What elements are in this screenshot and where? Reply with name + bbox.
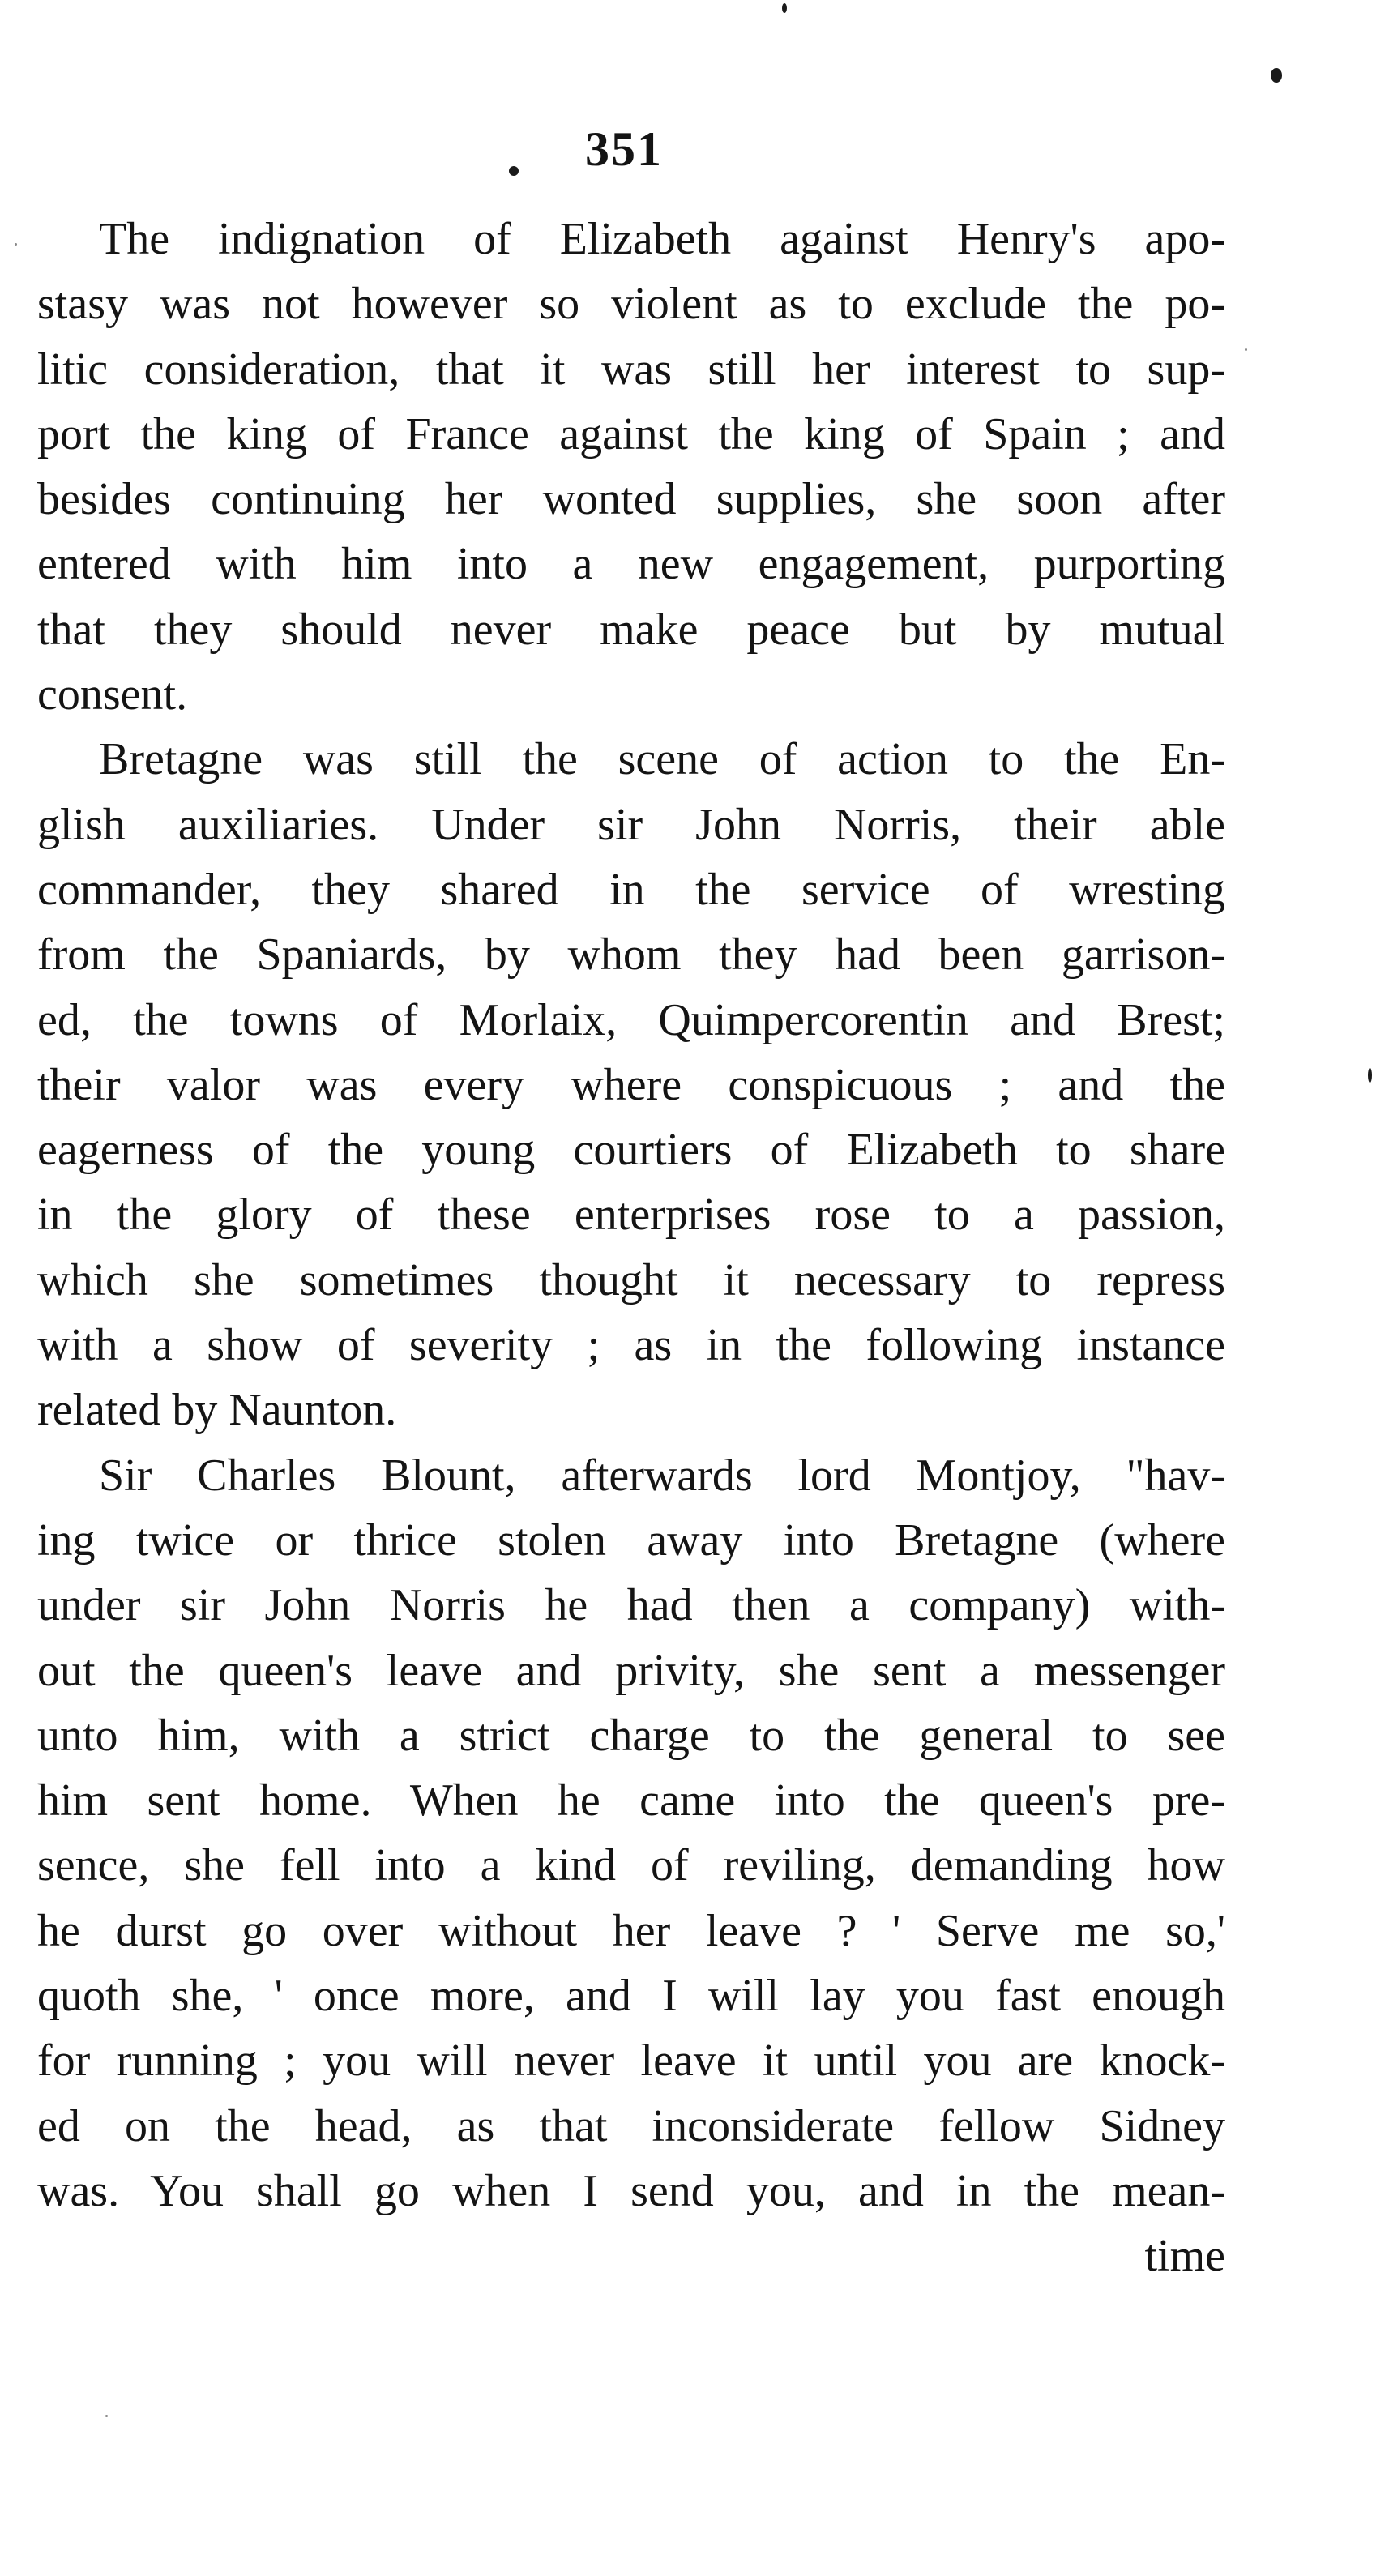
ink-speck (1271, 68, 1282, 83)
text-line: Sir Charles Blount, afterwards lord Montjoy, "hav- (99, 1450, 1225, 1501)
text-line: stasy was not however so violent as to exclude the po- (37, 279, 1225, 330)
margin-mark (15, 243, 17, 246)
text-line: consent. (37, 669, 188, 720)
text-line: that they should never make peace but by mutual (37, 604, 1225, 655)
body-text (37, 207, 1225, 2289)
text-line: for running ; you will never leave it until you are knock- (37, 2036, 1225, 2087)
margin-mark (1245, 348, 1247, 351)
text-line: The indignation of Elizabeth against Henry's apo- (99, 214, 1225, 264)
text-line: from the Spaniards, by whom they had been garrison- (37, 929, 1225, 980)
ink-speck (1368, 1068, 1372, 1083)
text-line: eagerness of the young courtiers of Elizabeth to share (37, 1125, 1225, 1176)
text-line: which she sometimes thought it necessary to repress (37, 1254, 1225, 1305)
text-line: ed on the head, as that inconsiderate fellow Sidney (37, 2100, 1225, 2151)
catchword: time (1144, 2231, 1225, 2282)
text-line: commander, they shared in the service of wresting (37, 864, 1225, 915)
text-line: related by Naunton. (37, 1385, 397, 1436)
text-line: unto him, with a strict charge to the general to see (37, 1710, 1225, 1761)
text-line: was. You shall go when I send you, and in the mean- (37, 2165, 1225, 2216)
margin-mark (105, 2415, 108, 2417)
text-line: glish auxiliaries. Under sir John Norris, their able (37, 799, 1225, 850)
text-line: him sent home. When he came into the queen's pre- (37, 1775, 1225, 1826)
text-line: sence, she fell into a kind of reviling, demanding how (37, 1840, 1225, 1891)
text-line: with a show of severity ; as in the following instance (37, 1320, 1225, 1371)
text-line: entered with him into a new engagement, purporting (37, 539, 1225, 590)
text-line: Bretagne was still the scene of action to the En- (99, 734, 1225, 785)
text-line: ed, the towns of Morlaix, Quimpercorentin and Brest; (37, 994, 1225, 1045)
text-line: quoth she, ' once more, and I will lay you fast enough (37, 1971, 1225, 2022)
ink-speck (782, 3, 787, 13)
text-line: under sir John Norris he had then a company) with- (37, 1580, 1225, 1631)
text-line: ing twice or thrice stolen away into Bretagne (where (37, 1514, 1225, 1566)
text-line: he durst go over without her leave ? ' Serve me so,' (37, 1905, 1225, 1956)
page-number: 351 (585, 122, 663, 176)
text-line: their valor was every where conspicuous ; and the (37, 1059, 1225, 1110)
text-line: litic consideration, that it was still her interest to sup- (37, 344, 1225, 395)
text-line: besides continuing her wonted supplies, she soon after (37, 474, 1225, 525)
text-line: port the king of France against the king of Spain ; and (37, 408, 1225, 459)
text-line: out the queen's leave and privity, she sent a messenger (37, 1645, 1225, 1696)
ink-speck (509, 166, 519, 176)
text-line: in the glory of these enterprises rose to a passion, (37, 1190, 1225, 1241)
